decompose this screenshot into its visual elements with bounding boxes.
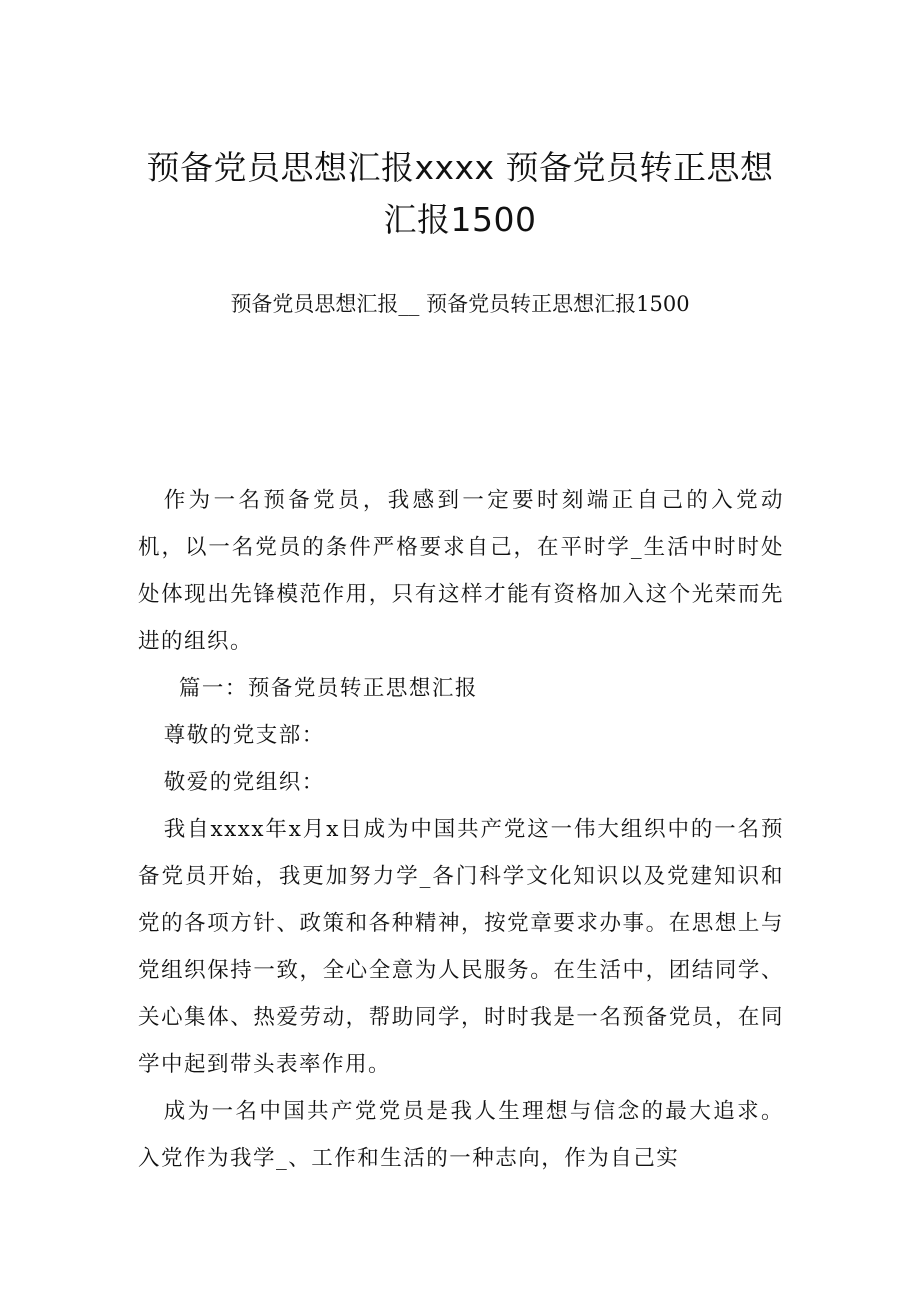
section-heading: 篇一：预备党员转正思想汇报	[178, 676, 478, 701]
body-paragraph-main: 我自xxxx年x月x日成为中国共产党这一伟大组织中的一名预备党员开始，我更加努力学_各门科学文化知识以及党建知识和党的各项方针、政策和各种精神，按党章要求办事。在思想上与党组织保持一致，全心全意为人民服务。在生活中，团结同学、关心集体、热爱劳动，帮助同学，时时我是一名预备党员，在同学中起到带头表率作用。	[138, 817, 784, 1077]
document-body	[138, 477, 784, 1182]
salutation-party-branch: 尊敬的党支部：	[163, 723, 325, 748]
document-title: 预备党员思想汇报xxxx 预备党员转正思想汇报1500	[146, 148, 774, 239]
body-paragraph-intro: 作为一名预备党员，我感到一定要时刻端正自己的入党动机，以一名党员的条件严格要求自己，在平时学_生活中时时处处体现出先锋模范作用，只有这样才能有资格加入这个光荣而先进的组织。	[138, 488, 784, 654]
salutation-party-organization: 敬爱的党组织：	[163, 770, 325, 795]
body-paragraph-continued: 成为一名中国共产党党员是我人生理想与信念的最大追求。入党作为我学_、工作和生活的一种志向，作为自己实	[138, 1099, 784, 1171]
document-subtitle: 预备党员思想汇报__ 预备党员转正思想汇报1500	[230, 292, 690, 316]
